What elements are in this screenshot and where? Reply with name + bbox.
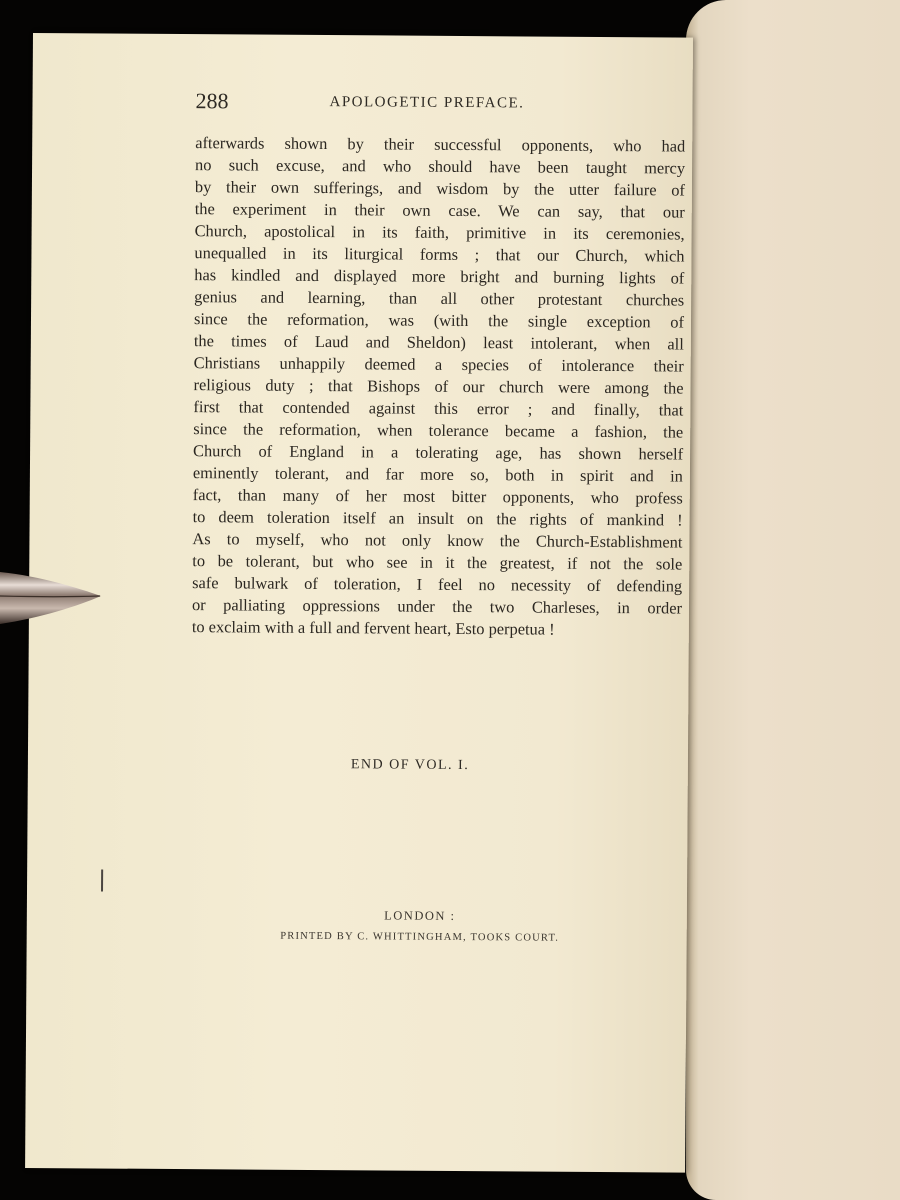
imprint-place: LONDON :: [384, 908, 456, 923]
text-line: genius and learning, than all other protestant churches: [194, 287, 685, 310]
text-line: religious duty ; that Bishops of our church were among the: [193, 375, 684, 398]
text-line: Christians unhappily deemed a species of intolerance their: [193, 353, 684, 376]
page-number: 288: [195, 88, 229, 114]
text-line: unequalled in its liturgical forms ; that our Church, which: [194, 243, 685, 266]
text-line: has kindled and displayed more bright and burning lights of: [194, 265, 685, 288]
text-line: safe bulwark of toleration, I feel no necessity of defending: [192, 573, 683, 596]
text-line: to deem toleration itself an insult on the rights of mankind !: [192, 507, 683, 530]
book-page: [25, 33, 693, 1173]
text-line: Church of England in a tolerating age, has shown herself: [193, 441, 684, 464]
text-line: Church, apostolical in its faith, primitive in its ceremonies,: [194, 221, 685, 244]
text-line: no such excuse, and who should have been taught mercy: [195, 155, 686, 178]
pencil-mark: [101, 869, 103, 891]
text-line: first that contended against this error ; and finally, that: [193, 397, 684, 420]
running-head: [195, 88, 655, 121]
imprint-printer: PRINTED BY C. WHITTINGHAM, TOOKS COURT.: [280, 930, 560, 944]
text-line: the times of Laud and Sheldon) least intolerant, when all: [193, 331, 684, 354]
text-line: the experiment in their own case. We can say, that our: [194, 199, 685, 222]
end-of-volume-note: END OF VOL. I.: [350, 757, 470, 774]
text-line: afterwards shown by their successful opponents, who had: [195, 133, 686, 156]
facing-page: [686, 0, 900, 1200]
running-title: APOLOGETIC PREFACE.: [329, 94, 525, 112]
text-line: As to myself, who not only know the Church-Establishment: [192, 529, 683, 552]
text-line: or palliating oppressions under the two Charleses, in order: [191, 595, 683, 618]
text-line: to be tolerant, but who see in it the greatest, if not the sole: [192, 551, 683, 574]
body-text: [192, 132, 686, 641]
text-line: fact, than many of her most bitter opponents, who profess: [192, 485, 683, 508]
printer-imprint: [265, 908, 575, 944]
text-line: since the reformation, when tolerance became a fashion, the: [193, 419, 684, 442]
text-line: by their own sufferings, and wisdom by the utter failure of: [194, 177, 685, 200]
text-line: eminently tolerant, and far more so, both in spirit and in: [192, 463, 683, 486]
pen-tip-icon: [0, 566, 104, 628]
text-line: since the reformation, was (with the single exception of: [193, 309, 685, 332]
text-line: to exclaim with a full and fervent heart, Esto perpetua !: [191, 617, 555, 639]
